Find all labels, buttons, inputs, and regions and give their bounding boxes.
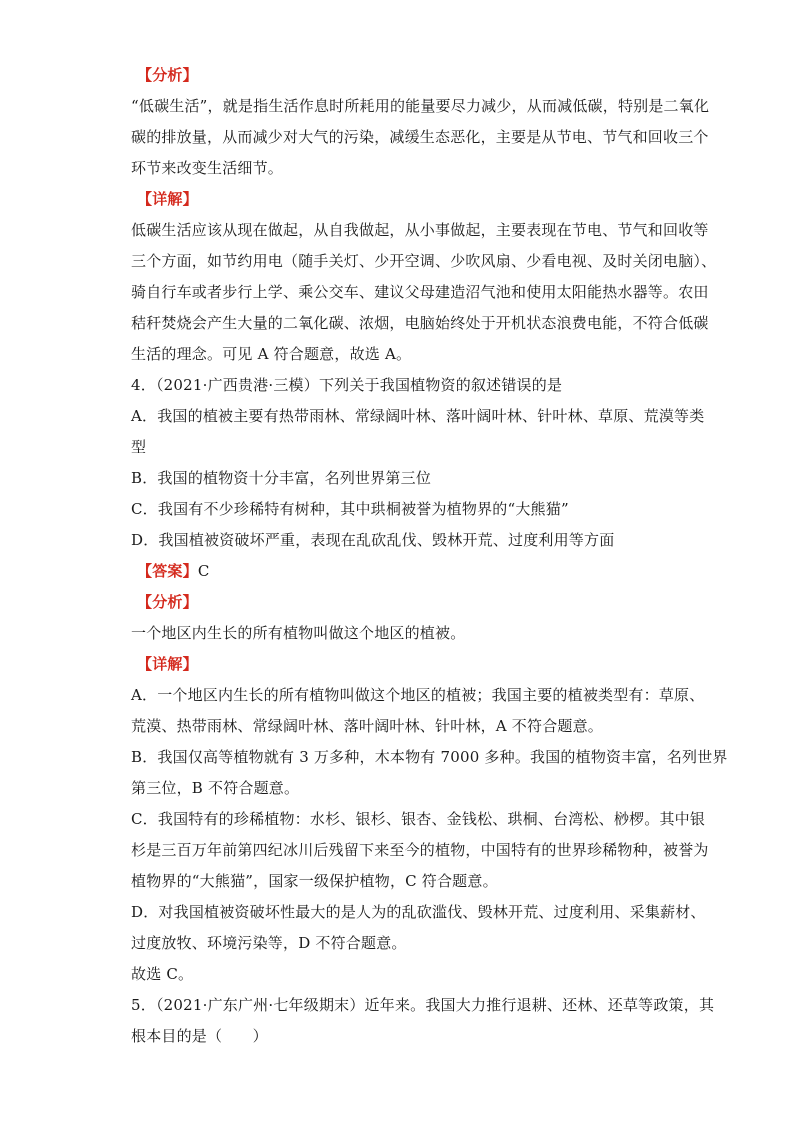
q3-analysis-line: 碳的排放量，从而减少对大气的污染，减缓生态恶化，主要是从节电、节气和回收三个: [131, 128, 709, 146]
q4-option-d: D．我国植被资破坏严重，表现在乱砍乱伐、毁林开荒、过度利用等方面: [131, 531, 615, 549]
q4-analysis-line: 一个地区内生长的所有植物叫做这个地区的植被。: [131, 624, 466, 642]
q4-detail-line: A．一个地区内生长的所有植物叫做这个地区的植被；我国主要的植被类型有：草原、: [131, 686, 705, 704]
q3-analysis-label: 【分析】: [137, 66, 198, 84]
q4-option-c: C．我国有不少珍稀特有树种，其中珙桐被誉为植物界的“大熊猫”: [131, 500, 569, 518]
q4-option-a: A．我国的植被主要有热带雨林、常绿阔叶林、落叶阔叶林、针叶林、草原、荒漠等类: [131, 407, 705, 425]
q3-detail-line: 低碳生活应该从现在做起，从自我做起，从小事做起，主要表现在节电、节气和回收等: [131, 221, 709, 239]
document-page: [131, 60, 728, 1052]
q5-stem: 根本目的是（ ）: [131, 1027, 268, 1045]
q3-detail-line: 三个方面，如节约用电（随手关灯、少开空调、少吹风扇、少看电视、及时关闭电脑）、: [131, 252, 717, 270]
q4-detail-line: 植物界的“大熊猫”，国家一级保护植物，C 符合题意。: [131, 872, 498, 890]
q3-detail-line: 秸秆焚烧会产生大量的二氧化碳、浓烟，电脑始终处于开机状态浪费电能，不符合低碳: [131, 314, 709, 332]
q4-detail-line: D．对我国植被资破坏性最大的是人为的乱砍滥伐、毁林开荒、过度利用、采集薪材、: [131, 903, 706, 921]
q3-analysis-line: 环节来改变生活细节。: [131, 159, 284, 177]
q4-detail-line: B．我国仅高等植物就有 3 万多种，木本物有 7000 多种。我国的植物资丰富，名列世界: [131, 748, 728, 766]
q4-answer-value: C: [197, 562, 210, 580]
q4-stem: 4．（2021·广西贵港·三模）下列关于我国植物资的叙述错误的是: [131, 376, 563, 394]
q4-detail-label: 【详解】: [137, 655, 198, 673]
q3-detail-line: 骑自行车或者步行上学、乘公交车、建议父母建造沼气池和使用太阳能热水器等。农田: [131, 283, 709, 301]
q4-analysis-label: 【分析】: [137, 593, 198, 611]
q4-option-a-cont: 型: [131, 438, 147, 456]
q4-detail-line: 杉是三百万年前第四纪冰川后残留下来至今的植物，中国特有的世界珍稀物种，被誉为: [131, 841, 709, 859]
q3-analysis-line: “低碳生活”，就是指生活作息时所耗用的能量要尽力减少，从而减低碳，特别是二氧化: [131, 97, 710, 115]
q4-detail-line: 故选 C。: [131, 965, 194, 983]
q4-answer-label: 【答案】: [137, 562, 198, 580]
q4-detail-line: 第三位，B 不符合题意。: [131, 779, 300, 797]
q4-detail-line: C．我国特有的珍稀植物：水杉、银杉、银杏、金钱松、珙桐、台湾松、桫椤。其中银: [131, 810, 706, 828]
q3-detail-label: 【详解】: [137, 190, 198, 208]
q4-answer: [137, 556, 671, 587]
q4-detail-line: 过度放牧、环境污染等，D 不符合题意。: [131, 934, 407, 952]
q4-option-b: B．我国的植物资十分丰富，名列世界第三位: [131, 469, 432, 487]
q3-detail-line: 生活的理念。可见 A 符合题意，故选 A。: [131, 345, 412, 363]
q4-detail-line: 荒漠、热带雨林、常绿阔叶林、落叶阔叶林、针叶林，A 不符合题意。: [131, 717, 604, 735]
q5-stem: 5．（2021·广东广州·七年级期末）近年来。我国大力推行退耕、还林、还草等政策，其: [131, 996, 715, 1014]
